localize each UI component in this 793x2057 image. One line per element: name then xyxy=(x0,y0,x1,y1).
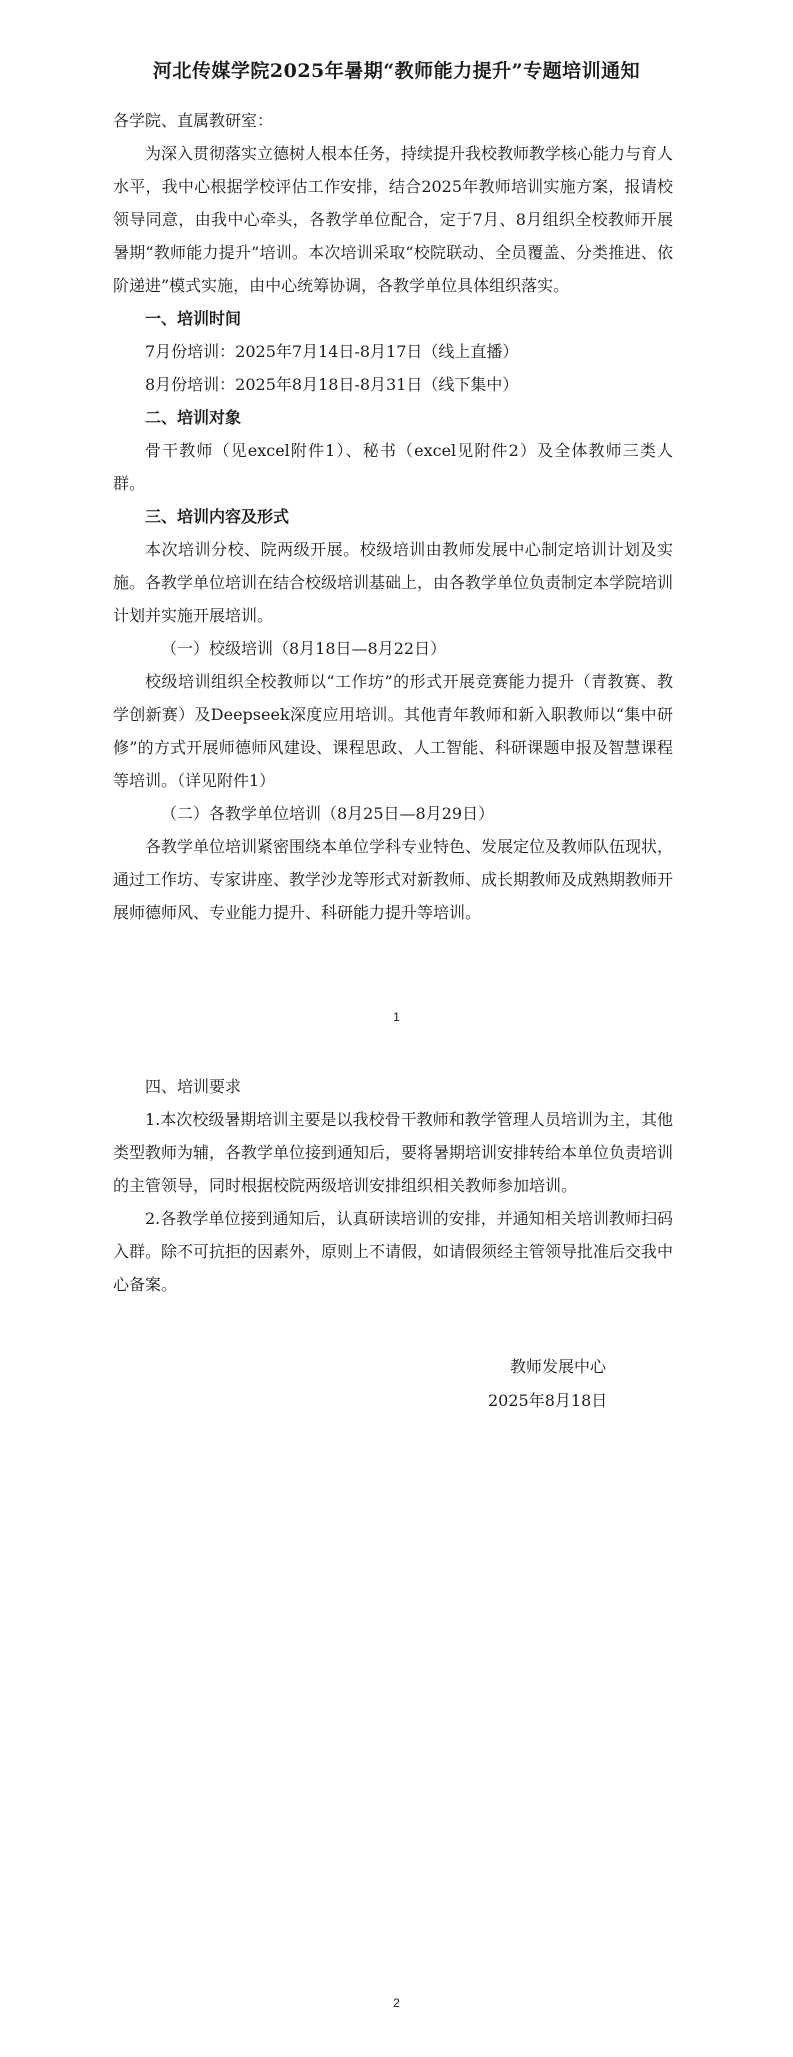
section-4-item-2: 2.各教学单位接到通知后，认真研读培训的安排，并通知相关培训教师扫码入群。除不可抗拒的因素外，原则上不请假，如请假须经主管领导批准后交我中心备案。 xyxy=(113,1209,674,1294)
section-3-sub-1-heading: （一）校级培训（8月18日—8月22日） xyxy=(161,639,447,658)
section-1-heading: 一、培训时间 xyxy=(145,309,242,328)
document-title: 河北传媒学院2025年暑期“教师能力提升”专题培训通知 xyxy=(152,60,641,82)
page-1-body xyxy=(113,104,673,929)
page-number-2: 2 xyxy=(393,1996,400,2010)
section-4-item-1: 1.本次校级暑期培训主要是以我校骨干教师和教学管理人员培训为主，其他类型教师为辅，各教学单位接到通知后，要将暑期培训安排转给本单位负责培训的主管领导，同时根据校院两级培训安排组织相关教师参加培训。 xyxy=(113,1110,674,1195)
section-2-heading: 二、培训对象 xyxy=(145,408,242,427)
salutation: 各学院、直属教研室： xyxy=(113,111,274,130)
section-1-line-2: 8月份培训：2025年8月18日-8月31日（线下集中） xyxy=(145,375,519,394)
intro-paragraph: 为深入贯彻落实立德树人根本任务，持续提升我校教师教学核心能力与育人水平，我中心根据学校评估工作安排，结合2025年教师培训实施方案，报请校领导同意，由我中心牵头，各教学单位配合，定于7月、8月组织全校教师开展暑期“教师能力提升”培训。本次培训采取“校院联动、全员覆盖、分类推进、依阶递进”模式实施，由中心统筹协调，各教学单位具体组织落实。 xyxy=(113,144,674,295)
section-2-text: 骨干教师（见excel附件1）、秘书（excel见附件2）及全体教师三类人群。 xyxy=(113,441,673,493)
page-number-1: 1 xyxy=(393,1010,400,1024)
section-3-sub-2-heading: （二）各教学单位培训（8月25日—8月29日） xyxy=(161,804,495,823)
section-3-heading: 三、培训内容及形式 xyxy=(145,507,290,526)
page-2-body xyxy=(113,1070,673,1301)
section-4-heading: 四、培训要求 xyxy=(145,1077,242,1096)
document-page-2 xyxy=(0,1030,793,2057)
signature-block xyxy=(0,1350,793,1418)
section-3-sub-1-text: 校级培训组织全校教师以“工作坊”的形式开展竞赛能力提升（青教赛、教学创新赛）及Deepseek深度应用培训。其他青年教师和新入职教师以“集中研修”的方式开展师德师风建设、课程思政、人工智能、科研课题申报及智慧课程等培训。（详见附件1） xyxy=(113,672,673,790)
section-1-line-1: 7月份培训：2025年7月14日-8月17日（线上直播） xyxy=(145,342,519,361)
section-3-text: 本次培训分校、院两级开展。校级培训由教师发展中心制定培训计划及实施。各教学单位培训在结合校级培训基础上，由各教学单位负责制定本学院培训计划并实施开展培训。 xyxy=(113,540,674,625)
signature-date: 2025年8月18日 xyxy=(488,1391,608,1410)
signature-org: 教师发展中心 xyxy=(510,1357,607,1376)
section-3-sub-2-text: 各教学单位培训紧密围绕本单位学科专业特色、发展定位及教师队伍现状，通过工作坊、专家讲座、教学沙龙等形式对新教师、成长期教师及成熟期教师开展师德师风、专业能力提升、科研能力提升等培训。 xyxy=(113,837,674,922)
